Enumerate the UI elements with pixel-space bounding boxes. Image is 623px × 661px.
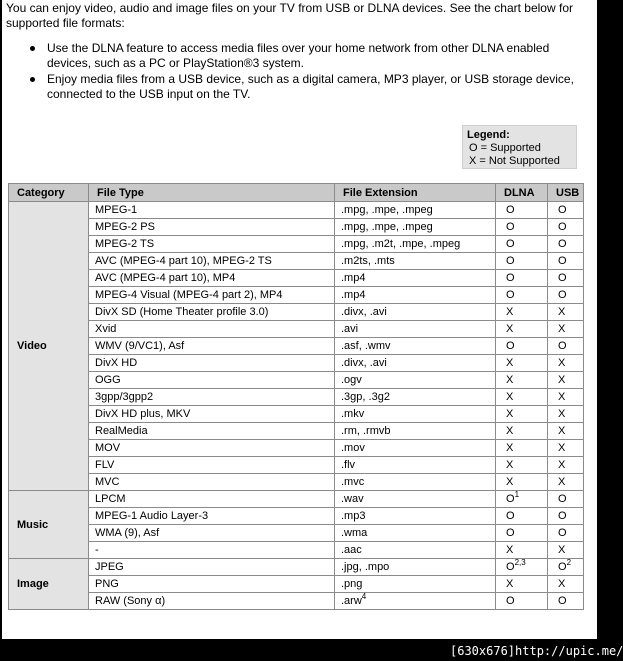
table-row: [9, 542, 584, 559]
dlna-support-cell: [496, 389, 548, 406]
usb-support-cell: [548, 355, 584, 372]
file-extension-cell-text: .flv: [341, 459, 356, 471]
dlna-support-cell: [496, 304, 548, 321]
file-type-cell-text: 3gpp/3gpp2: [95, 391, 154, 403]
usb-support-cell-text: X: [558, 544, 566, 556]
file-type-cell: [89, 576, 335, 593]
file-type-cell-text: RealMedia: [95, 425, 148, 437]
dlna-support-cell-text: O: [506, 595, 515, 607]
dlna-support-cell-text: O: [506, 204, 515, 216]
column-header: Category: [9, 184, 89, 202]
file-type-cell: [89, 355, 335, 372]
usb-support-cell: [548, 576, 584, 593]
usb-support-cell-text: O: [558, 340, 567, 352]
dlna-support-cell: [496, 576, 548, 593]
usb-support-cell-text: X: [558, 391, 566, 403]
usb-support-cell: [548, 287, 584, 304]
dlna-support-cell: [496, 321, 548, 338]
file-extension-cell-text: .mp4: [341, 289, 366, 301]
file-extension-cell-text: .png: [341, 578, 363, 590]
column-header: DLNA: [496, 184, 548, 202]
bullet-text: Enjoy media files from a USB device, such as a digital camera, MP3 player, or USB storage device, connected to the USB input on the TV.: [47, 72, 574, 101]
dlna-support-cell-text: O: [506, 527, 515, 539]
file-format-table: [8, 183, 584, 610]
file-extension-cell-text: .3gp, .3g2: [341, 391, 390, 403]
dlna-support-cell-text: O: [506, 238, 515, 250]
usb-support-cell: [548, 491, 584, 508]
table-row: [9, 406, 584, 423]
file-extension-cell: [335, 202, 496, 219]
file-extension-cell: [335, 355, 496, 372]
bullet-icon: [30, 77, 35, 82]
dlna-support-cell: [496, 355, 548, 372]
file-type-cell-text: MOV: [95, 442, 121, 454]
usb-support-cell: [548, 508, 584, 525]
dlna-support-cell: [496, 593, 548, 610]
usb-support-cell-text: O: [558, 272, 567, 284]
file-type-cell-text: LPCM: [95, 493, 126, 505]
file-type-cell-text: AVC (MPEG-4 part 10), MP4: [95, 272, 236, 284]
dlna-support-cell-text: X: [506, 425, 514, 437]
file-extension-cell: [335, 559, 496, 576]
file-extension-cell: [335, 440, 496, 457]
dlna-support-cell-text: O: [506, 272, 515, 284]
file-type-cell-text: OGG: [95, 374, 121, 386]
file-extension-cell-text: .wav: [341, 493, 364, 505]
file-extension-cell-text: .mov: [341, 442, 365, 454]
dlna-support-cell-text: X: [506, 442, 514, 454]
footnote-ref: 4: [361, 592, 367, 601]
usb-support-cell: [548, 406, 584, 423]
usb-support-cell-text: X: [558, 374, 566, 386]
dlna-support-cell-text: X: [506, 306, 514, 318]
table-row: [9, 355, 584, 372]
usb-support-cell: [548, 202, 584, 219]
legend-item: X = Not Supported: [469, 155, 560, 167]
file-type-cell: [89, 270, 335, 287]
file-type-cell: [89, 253, 335, 270]
usb-support-cell-text: X: [558, 578, 566, 590]
file-type-cell: [89, 202, 335, 219]
file-type-cell: [89, 338, 335, 355]
table-row: [9, 440, 584, 457]
bullet-item: [2, 41, 592, 71]
table-row: [9, 559, 584, 576]
intro-paragraph: You can enjoy video, audio and image files on your TV from USB or DLNA devices. See the chart below for supported file formats:: [6, 1, 573, 30]
table-row: [9, 236, 584, 253]
file-type-cell-text: AVC (MPEG-4 part 10), MPEG-2 TS: [95, 255, 272, 267]
table-row: [9, 304, 584, 321]
file-extension-cell: [335, 304, 496, 321]
usb-support-cell: [548, 474, 584, 491]
file-type-cell: [89, 593, 335, 610]
file-extension-cell: [335, 321, 496, 338]
file-extension-cell: [335, 389, 496, 406]
usb-support-cell-text: X: [558, 425, 566, 437]
file-type-cell: [89, 525, 335, 542]
dlna-support-cell: [496, 338, 548, 355]
file-type-cell-text: DivX SD (Home Theater profile 3.0): [95, 306, 269, 318]
table-row: [9, 457, 584, 474]
usb-support-cell-text: O: [558, 289, 567, 301]
file-extension-cell-text: .mpg, .m2t, .mpe, .mpeg: [341, 238, 461, 250]
usb-support-cell-text: X: [558, 357, 566, 369]
file-extension-cell-text: .arw: [341, 595, 362, 607]
dlna-support-cell: [496, 287, 548, 304]
file-type-cell-text: MVC: [95, 476, 120, 488]
usb-support-cell-text: X: [558, 442, 566, 454]
usb-support-cell-text: O: [558, 255, 567, 267]
file-extension-cell: [335, 474, 496, 491]
dlna-support-cell-text: O: [506, 221, 515, 233]
dlna-support-cell: [496, 491, 548, 508]
file-type-cell-text: -: [95, 544, 99, 556]
dlna-support-cell: [496, 457, 548, 474]
bullet-item: [2, 72, 592, 102]
usb-support-cell-text: O: [558, 238, 567, 250]
dlna-support-cell-text: X: [506, 374, 514, 386]
file-extension-cell: [335, 406, 496, 423]
category-cell: Music: [9, 491, 89, 559]
file-extension-cell: [335, 236, 496, 253]
dlna-support-cell-text: O: [506, 340, 515, 352]
usb-support-cell: [548, 372, 584, 389]
document-page: [2, 0, 597, 639]
file-extension-cell: [335, 593, 496, 610]
file-extension-cell: [335, 525, 496, 542]
dlna-support-cell: [496, 423, 548, 440]
file-extension-cell: [335, 270, 496, 287]
file-extension-cell-text: .asf, .wmv: [341, 340, 391, 352]
file-type-cell: [89, 559, 335, 576]
dlna-support-cell: [496, 440, 548, 457]
usb-support-cell: [548, 321, 584, 338]
dlna-support-cell-text: O: [506, 289, 515, 301]
category-cell: Image: [9, 559, 89, 610]
usb-support-cell-text: X: [558, 459, 566, 471]
file-type-cell-text: WMA (9), Asf: [95, 527, 160, 539]
file-extension-cell-text: .avi: [341, 323, 359, 335]
usb-support-cell: [548, 423, 584, 440]
table-row: [9, 219, 584, 236]
file-type-cell-text: MPEG-1 Audio Layer-3: [95, 510, 209, 522]
table-row: [9, 338, 584, 355]
table-row: [9, 593, 584, 610]
usb-support-cell-text: O: [558, 221, 567, 233]
file-type-cell: [89, 406, 335, 423]
dlna-support-cell: [496, 559, 548, 576]
file-extension-cell: [335, 576, 496, 593]
file-type-cell: [89, 219, 335, 236]
file-type-cell: [89, 474, 335, 491]
usb-support-cell-text: X: [558, 323, 566, 335]
footnote-ref: 1: [514, 490, 520, 499]
usb-support-cell: [548, 270, 584, 287]
file-extension-cell: [335, 219, 496, 236]
file-type-cell-text: WMV (9/VC1), Asf: [95, 340, 185, 352]
dlna-support-cell-text: O: [506, 510, 515, 522]
file-type-cell-text: DivX HD: [95, 357, 138, 369]
file-extension-cell-text: .divx, .avi: [341, 357, 387, 369]
file-type-cell: [89, 542, 335, 559]
file-extension-cell-text: .wma: [341, 527, 368, 539]
dlna-support-cell-text: O: [506, 255, 515, 267]
column-header: File Type: [89, 184, 335, 202]
table-row: [9, 287, 584, 304]
table-row: [9, 270, 584, 287]
usb-support-cell-text: O: [558, 561, 567, 573]
file-extension-cell-text: .mvc: [341, 476, 365, 488]
usb-support-cell: [548, 440, 584, 457]
dlna-support-cell: [496, 202, 548, 219]
usb-support-cell-text: X: [558, 306, 566, 318]
file-type-cell: [89, 508, 335, 525]
column-header: File Extension: [335, 184, 496, 202]
footnote-ref: 2,3: [514, 558, 526, 567]
usb-support-cell: [548, 304, 584, 321]
usb-support-cell: [548, 253, 584, 270]
file-type-cell: [89, 304, 335, 321]
dlna-support-cell-text: O: [506, 493, 515, 505]
dlna-support-cell: [496, 236, 548, 253]
file-extension-cell-text: .mpg, .mpe, .mpeg: [341, 221, 433, 233]
file-extension-cell-text: .jpg, .mpo: [341, 561, 390, 573]
table-row: [9, 491, 584, 508]
file-type-cell: [89, 236, 335, 253]
usb-support-cell: [548, 525, 584, 542]
file-type-cell-text: MPEG-4 Visual (MPEG-4 part 2), MP4: [95, 289, 283, 301]
dlna-support-cell: [496, 474, 548, 491]
file-extension-cell: [335, 372, 496, 389]
file-extension-cell: [335, 508, 496, 525]
dlna-support-cell-text: X: [506, 578, 514, 590]
bullet-icon: [30, 46, 35, 51]
file-type-cell-text: MPEG-2 PS: [95, 221, 155, 233]
file-extension-cell-text: .rm, .rmvb: [341, 425, 391, 437]
usb-support-cell: [548, 236, 584, 253]
file-extension-cell-text: .mp4: [341, 272, 366, 284]
file-extension-cell-text: .ogv: [341, 374, 362, 386]
table-row: [9, 253, 584, 270]
table-row: [9, 508, 584, 525]
usb-support-cell-text: O: [558, 510, 567, 522]
file-extension-cell-text: .mpg, .mpe, .mpeg: [341, 204, 433, 216]
legend-item: O = Supported: [469, 142, 541, 154]
table-row: [9, 525, 584, 542]
bullet-list: [2, 41, 592, 103]
table-row: [9, 576, 584, 593]
file-type-cell-text: MPEG-2 TS: [95, 238, 155, 250]
dlna-support-cell: [496, 253, 548, 270]
file-type-cell: [89, 372, 335, 389]
dlna-support-cell: [496, 508, 548, 525]
file-extension-cell-text: .divx, .avi: [341, 306, 387, 318]
legend-title: Legend:: [467, 129, 510, 141]
usb-support-cell-text: X: [558, 476, 566, 488]
dlna-support-cell-text: X: [506, 357, 514, 369]
usb-support-cell-text: O: [558, 493, 567, 505]
usb-support-cell: [548, 542, 584, 559]
file-type-cell: [89, 440, 335, 457]
table-header-row: [9, 184, 584, 202]
file-type-cell-text: RAW (Sony α): [95, 595, 166, 607]
file-extension-cell-text: .m2ts, .mts: [341, 255, 395, 267]
table-row: [9, 202, 584, 219]
file-extension-cell: [335, 423, 496, 440]
dlna-support-cell: [496, 542, 548, 559]
footnote-ref: 2: [566, 558, 572, 567]
watermark: [630x676]http://upic.me/: [450, 641, 600, 661]
usb-support-cell: [548, 593, 584, 610]
dlna-support-cell-text: X: [506, 459, 514, 471]
dlna-support-cell-text: X: [506, 323, 514, 335]
usb-support-cell-text: X: [558, 408, 566, 420]
column-header: USB: [548, 184, 584, 202]
table-row: [9, 474, 584, 491]
dlna-support-cell: [496, 219, 548, 236]
table-row: [9, 321, 584, 338]
dlna-support-cell-text: X: [506, 544, 514, 556]
dlna-support-cell-text: X: [506, 476, 514, 488]
file-type-cell: [89, 321, 335, 338]
dlna-support-cell: [496, 372, 548, 389]
usb-support-cell: [548, 219, 584, 236]
dlna-support-cell: [496, 525, 548, 542]
table-row: [9, 372, 584, 389]
file-type-cell: [89, 287, 335, 304]
file-extension-cell-text: .mp3: [341, 510, 366, 522]
usb-support-cell: [548, 559, 584, 576]
file-extension-cell: [335, 542, 496, 559]
table-row: [9, 389, 584, 406]
dlna-support-cell: [496, 406, 548, 423]
table-row: [9, 423, 584, 440]
file-extension-cell-text: .aac: [341, 544, 362, 556]
file-type-cell-text: FLV: [95, 459, 115, 471]
file-extension-cell-text: .mkv: [341, 408, 365, 420]
usb-support-cell: [548, 457, 584, 474]
usb-support-cell: [548, 338, 584, 355]
file-type-cell: [89, 457, 335, 474]
file-extension-cell: [335, 253, 496, 270]
file-extension-cell: [335, 338, 496, 355]
file-extension-cell: [335, 287, 496, 304]
file-type-cell-text: PNG: [95, 578, 119, 590]
dlna-support-cell-text: X: [506, 408, 514, 420]
file-type-cell-text: Xvid: [95, 323, 117, 335]
file-type-cell: [89, 491, 335, 508]
category-cell: Video: [9, 202, 89, 491]
dlna-support-cell-text: O: [506, 561, 515, 573]
file-type-cell: [89, 389, 335, 406]
file-extension-cell: [335, 491, 496, 508]
bullet-text: Use the DLNA feature to access media files over your home network from other DLNA enabled devices, such as a PC or PlayStation®3 system.: [47, 41, 550, 70]
usb-support-cell-text: O: [558, 204, 567, 216]
file-extension-cell: [335, 457, 496, 474]
table-body: [9, 202, 584, 610]
file-type-cell: [89, 423, 335, 440]
legend-box: [462, 125, 577, 169]
usb-support-cell-text: O: [558, 527, 567, 539]
dlna-support-cell: [496, 270, 548, 287]
file-type-cell-text: DivX HD plus, MKV: [95, 408, 191, 420]
file-type-cell-text: JPEG: [95, 561, 124, 573]
dlna-support-cell-text: X: [506, 391, 514, 403]
usb-support-cell: [548, 389, 584, 406]
usb-support-cell-text: O: [558, 595, 567, 607]
file-type-cell-text: MPEG-1: [95, 204, 138, 216]
